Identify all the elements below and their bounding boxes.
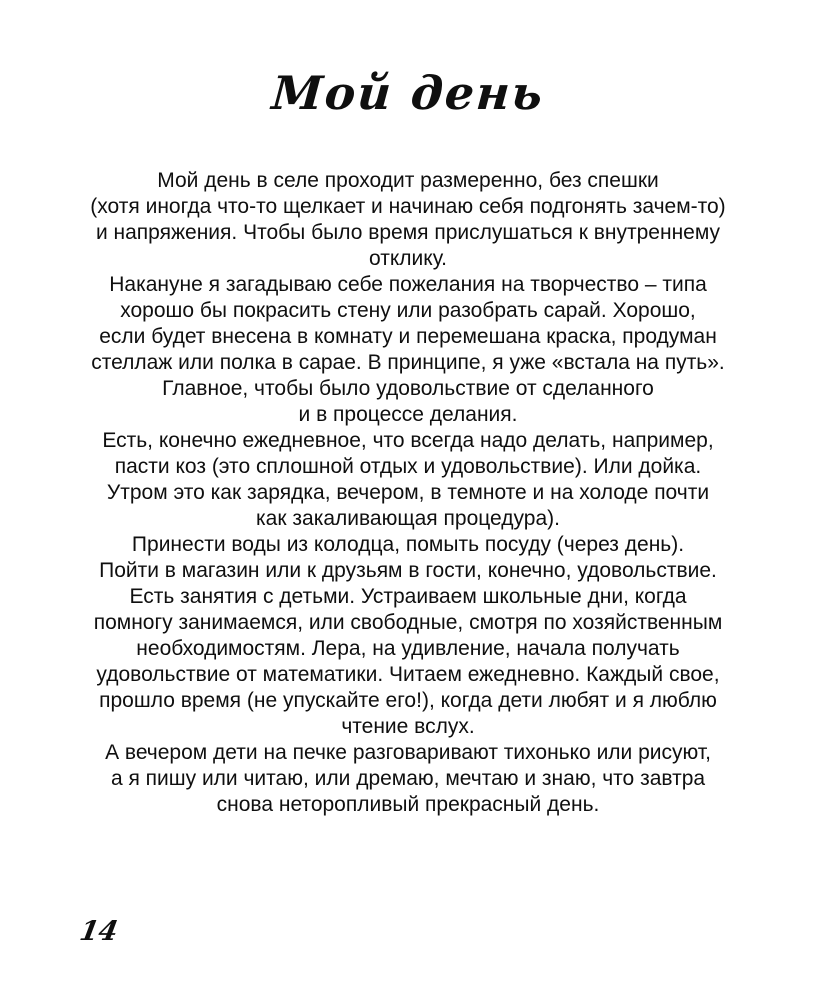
body-line: Есть занятия с детьми. Устраиваем школьные дни, когда bbox=[129, 585, 687, 608]
page-title: Мой день bbox=[270, 66, 546, 120]
body-line: чтение вслух. bbox=[341, 715, 475, 738]
body-line: помногу занимаемся, или свободные, смотря по хозяйственным bbox=[93, 611, 723, 634]
body-line: необходимостям. Лера, на удивление, начала получать bbox=[136, 637, 680, 660]
body-line: Мой день в селе проходит размеренно, без спешки bbox=[157, 169, 659, 192]
body-line: А вечером дети на печке разговаривают тихонько или рисуют, bbox=[105, 741, 711, 764]
body-line: удовольствие от математики. Читаем ежедневно. Каждый свое, bbox=[96, 663, 720, 686]
body-line: Накануне я загадываю себе пожелания на творчество – типа bbox=[109, 273, 707, 296]
body-line: прошло время (не упускайте его!), когда дети любят и я люблю bbox=[99, 689, 717, 712]
body-line: Принести воды из колодца, помыть посуду (через день). bbox=[131, 533, 685, 556]
body-line: отклику. bbox=[369, 247, 447, 270]
page-number: 14 bbox=[77, 916, 121, 947]
body-line: (хотя иногда что-то щелкает и начинаю себя подгонять зачем-то) bbox=[90, 195, 726, 218]
body-line: а я пишу или читаю, или дремаю, мечтаю и знаю, что завтра bbox=[110, 767, 706, 790]
body-line: если будет внесена в комнату и перемешана краска, продуман bbox=[99, 325, 717, 348]
body-line: пасти коз (это сплошной отдых и удовольствие). Или дойка. bbox=[114, 455, 702, 478]
body-line: Пойти в магазин или к друзьям в гости, конечно, удовольствие. bbox=[99, 559, 717, 582]
body-line: хорошо бы покрасить стену или разобрать сарай. Хорошо, bbox=[120, 299, 696, 322]
body-text bbox=[48, 168, 768, 818]
body-line: Главное, чтобы было удовольствие от сделанного bbox=[162, 377, 654, 400]
body-line: стеллаж или полка в сарае. В принципе, я уже «встала на путь». bbox=[91, 351, 725, 374]
body-line: Утром это как зарядка, вечером, в темноте и на холоде почти bbox=[106, 481, 710, 504]
body-line: и в процессе делания. bbox=[298, 403, 518, 426]
body-line: как закаливающая процедура). bbox=[256, 507, 560, 530]
body-line: снова неторопливый прекрасный день. bbox=[216, 793, 600, 816]
body-line: Есть, конечно ежедневное, что всегда надо делать, например, bbox=[102, 429, 714, 452]
body-line: и напряжения. Чтобы было время прислушаться к внутреннему bbox=[95, 221, 721, 244]
